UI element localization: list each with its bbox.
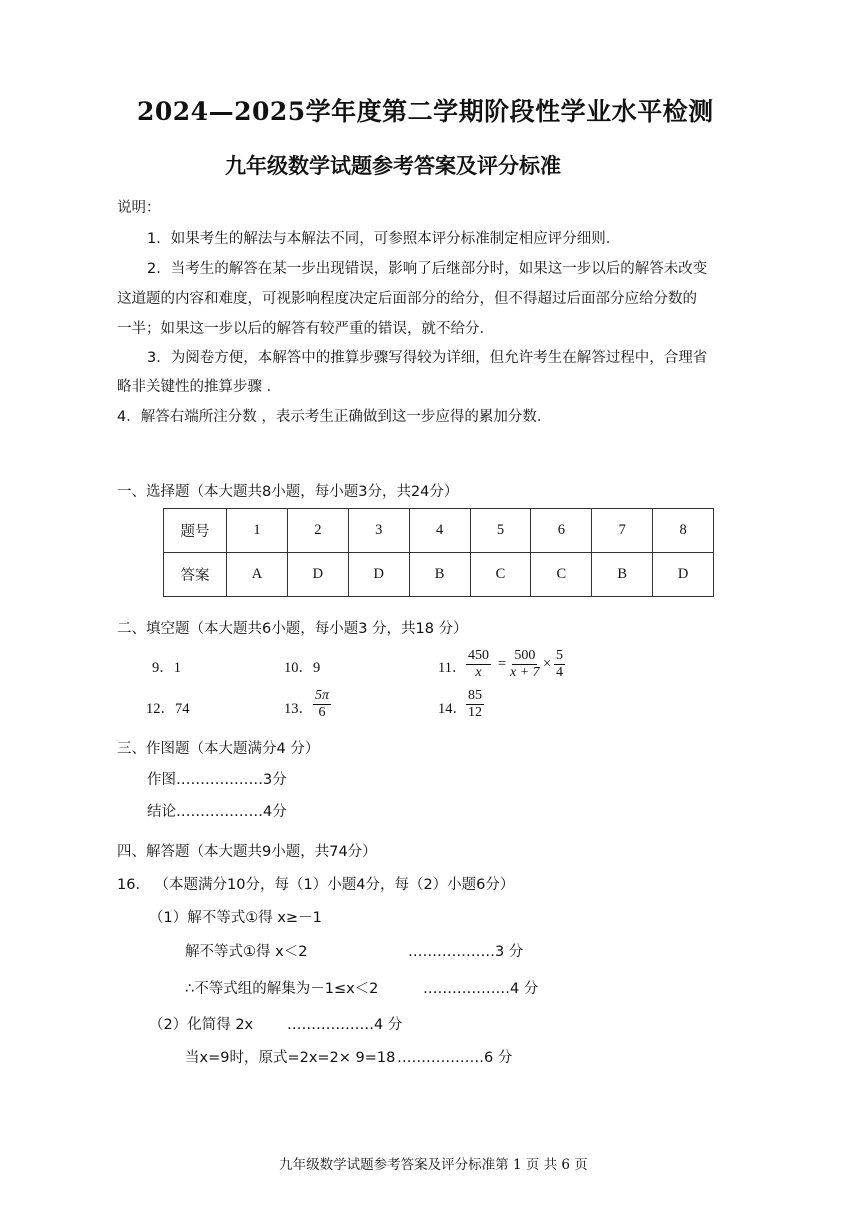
answer-q9: 9．1 bbox=[152, 660, 181, 676]
q16-part1-line1: （1）解不等式①得 x≥－1 bbox=[149, 910, 322, 926]
q11-equals: = bbox=[498, 656, 507, 672]
question-number: 1 bbox=[227, 509, 288, 553]
note-item-3-line-2: 略非关键性的推算步骤 ． bbox=[117, 379, 282, 395]
q13-denominator: 6 bbox=[318, 705, 326, 720]
answer-cell: B bbox=[592, 553, 653, 597]
page-title: 2024—2025学年度第二学期阶段性学业水平检测 bbox=[137, 97, 714, 126]
answer-q10: 10．9 bbox=[284, 660, 321, 676]
q16-part1-line2-score: ………………3 分 bbox=[408, 944, 524, 960]
answer-cell: D bbox=[653, 553, 714, 597]
q16-part2-line1-score: ………………4 分 bbox=[287, 1017, 403, 1033]
answer-q13-label: 13． bbox=[284, 701, 313, 717]
answer-cell: B bbox=[409, 553, 470, 597]
q11-fraction-1-denominator: x bbox=[475, 665, 482, 680]
answer-cell: C bbox=[531, 553, 592, 597]
q16-part2-line2-score: ………………6 分 bbox=[397, 1050, 513, 1066]
q16-part1-line3: ∴不等式组的解集为－1≤x＜2 bbox=[185, 981, 379, 997]
question-number: 3 bbox=[348, 509, 409, 553]
q11-fraction-3-denominator: 4 bbox=[556, 665, 563, 680]
page-footer: 九年级数学试题参考答案及评分标准第 1 页 共 6 页 bbox=[279, 1157, 588, 1173]
answer-cell: D bbox=[348, 553, 409, 597]
answer-table bbox=[163, 508, 714, 597]
question-number-header: 题号 bbox=[164, 509, 227, 553]
note-item-1: 1．如果考生的解法与本解法不同，可参照本评分标准制定相应评分细则． bbox=[147, 231, 621, 247]
note-item-2-line-2: 这道题的内容和难度，可视影响程度决定后面部分的给分，但不得超过后面部分应给分数的 bbox=[117, 291, 697, 307]
section3-line-drawing: 作图………………3分 bbox=[147, 772, 287, 788]
question-number: 5 bbox=[470, 509, 531, 553]
answer-header: 答案 bbox=[164, 553, 227, 597]
q11-fraction-1 bbox=[466, 648, 491, 681]
q11-fraction-1-numerator: 450 bbox=[468, 648, 489, 663]
page-subtitle: 九年级数学试题参考答案及评分标准 bbox=[225, 153, 561, 178]
q14-numerator: 85 bbox=[468, 688, 482, 703]
section4-heading: 四、解答题（本大题共9小题，共74分） bbox=[117, 844, 377, 860]
table-row-question-numbers bbox=[164, 509, 714, 553]
q16-heading: 16． （本题满分10分，每（1）小题4分，每（2）小题6分） bbox=[117, 877, 515, 893]
answer-cell: C bbox=[470, 553, 531, 597]
answer-q14-label: 14． bbox=[438, 701, 467, 717]
question-number: 4 bbox=[409, 509, 470, 553]
question-number: 7 bbox=[592, 509, 653, 553]
note-item-2-line-3: 一半；如果这一步以后的解答有较严重的错误，就不给分． bbox=[117, 321, 494, 337]
question-number: 6 bbox=[531, 509, 592, 553]
note-item-3-line-1: 3．为阅卷方便，本解答中的推算步骤写得较为详细，但允许考生在解答过程中，合理省 bbox=[147, 350, 708, 366]
question-number: 2 bbox=[287, 509, 348, 553]
q16-part1-line2: 解不等式①得 x＜2 bbox=[185, 944, 308, 960]
note-item-4: 4．解答右端所注分数 ，表示考生正确做到这一步应得的累加分数． bbox=[117, 409, 552, 425]
section3-heading: 三、作图题（本大题满分4 分） bbox=[117, 741, 320, 757]
q13-numerator: 5π bbox=[315, 688, 330, 703]
q11-times: × bbox=[543, 656, 552, 672]
notes-heading: 说明： bbox=[117, 200, 161, 216]
q14-fraction bbox=[466, 688, 484, 721]
answer-cell: D bbox=[287, 553, 348, 597]
q11-fraction-3 bbox=[554, 648, 565, 681]
table-row-answers bbox=[164, 553, 714, 597]
q14-denominator: 12 bbox=[468, 705, 482, 720]
q16-part2-line2: 当x=9时，原式=2x=2× 9=18 bbox=[185, 1050, 396, 1066]
q11-fraction-2-denominator: x + 7 bbox=[510, 665, 540, 680]
q13-fraction bbox=[313, 688, 331, 721]
section1-heading: 一、选择题（本大题共8小题，每小题3分，共24分） bbox=[117, 484, 459, 500]
q11-fraction-3-numerator: 5 bbox=[556, 648, 563, 663]
question-number: 8 bbox=[653, 509, 714, 553]
answer-cell: A bbox=[227, 553, 288, 597]
q11-fraction-2 bbox=[508, 648, 542, 681]
section3-line-conclusion: 结论………………4分 bbox=[147, 804, 287, 820]
q16-part1-line3-score: ………………4 分 bbox=[423, 981, 539, 997]
answer-q11-label: 11． bbox=[438, 660, 467, 676]
section2-heading: 二、填空题（本大题共6小题，每小题3 分，共18 分） bbox=[117, 621, 468, 637]
q16-part2-line1: （2）化简得 2x bbox=[149, 1017, 254, 1033]
answer-q12: 12．74 bbox=[146, 701, 190, 717]
q11-fraction-2-numerator: 500 bbox=[514, 648, 536, 663]
note-item-2-line-1: 2．当考生的解答在某一步出现错误，影响了后继部分时，如果这一步以后的解答未改变 bbox=[147, 261, 708, 277]
